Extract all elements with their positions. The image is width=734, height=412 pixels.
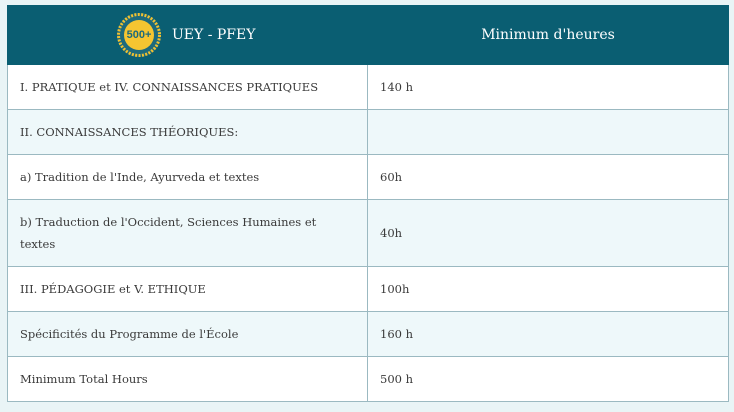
row-hours: 160 h — [368, 312, 729, 357]
table-row — [8, 267, 729, 312]
row-label: b) Traduction de l'Occident, Sciences Humaines et textes — [8, 200, 368, 267]
row-hours: 500 h — [368, 357, 729, 402]
row-hours: 40h — [368, 200, 729, 267]
header-program-cell — [8, 6, 368, 65]
row-hours: 100h — [368, 267, 729, 312]
row-label: I. PRATIQUE et IV. CONNAISSANCES PRATIQUES — [8, 65, 368, 110]
row-hours: 60h — [368, 155, 729, 200]
500-hours-badge-icon — [116, 12, 162, 58]
hours-table — [7, 5, 729, 402]
table-row — [8, 357, 729, 402]
header-program-title: UEY - PFEY — [172, 27, 256, 43]
header-hours-cell — [368, 6, 729, 65]
row-hours: 140 h — [368, 65, 729, 110]
row-label: a) Tradition de l'Inde, Ayurveda et textes — [8, 155, 368, 200]
table-row — [8, 155, 729, 200]
table-row — [8, 312, 729, 357]
row-hours — [368, 110, 729, 155]
row-label: Minimum Total Hours — [8, 357, 368, 402]
table-row — [8, 200, 729, 267]
table-row — [8, 110, 729, 155]
table-row — [8, 65, 729, 110]
badge-label: 500+ — [126, 29, 152, 41]
row-label: Spécificités du Programme de l'École — [8, 312, 368, 357]
row-label: II. CONNAISSANCES THÉORIQUES: — [8, 110, 368, 155]
table-header-row — [8, 6, 729, 65]
hours-table-container — [7, 5, 728, 402]
header-hours-title: Minimum d'heures — [481, 27, 615, 43]
row-label: III. PÉDAGOGIE et V. ETHIQUE — [8, 267, 368, 312]
